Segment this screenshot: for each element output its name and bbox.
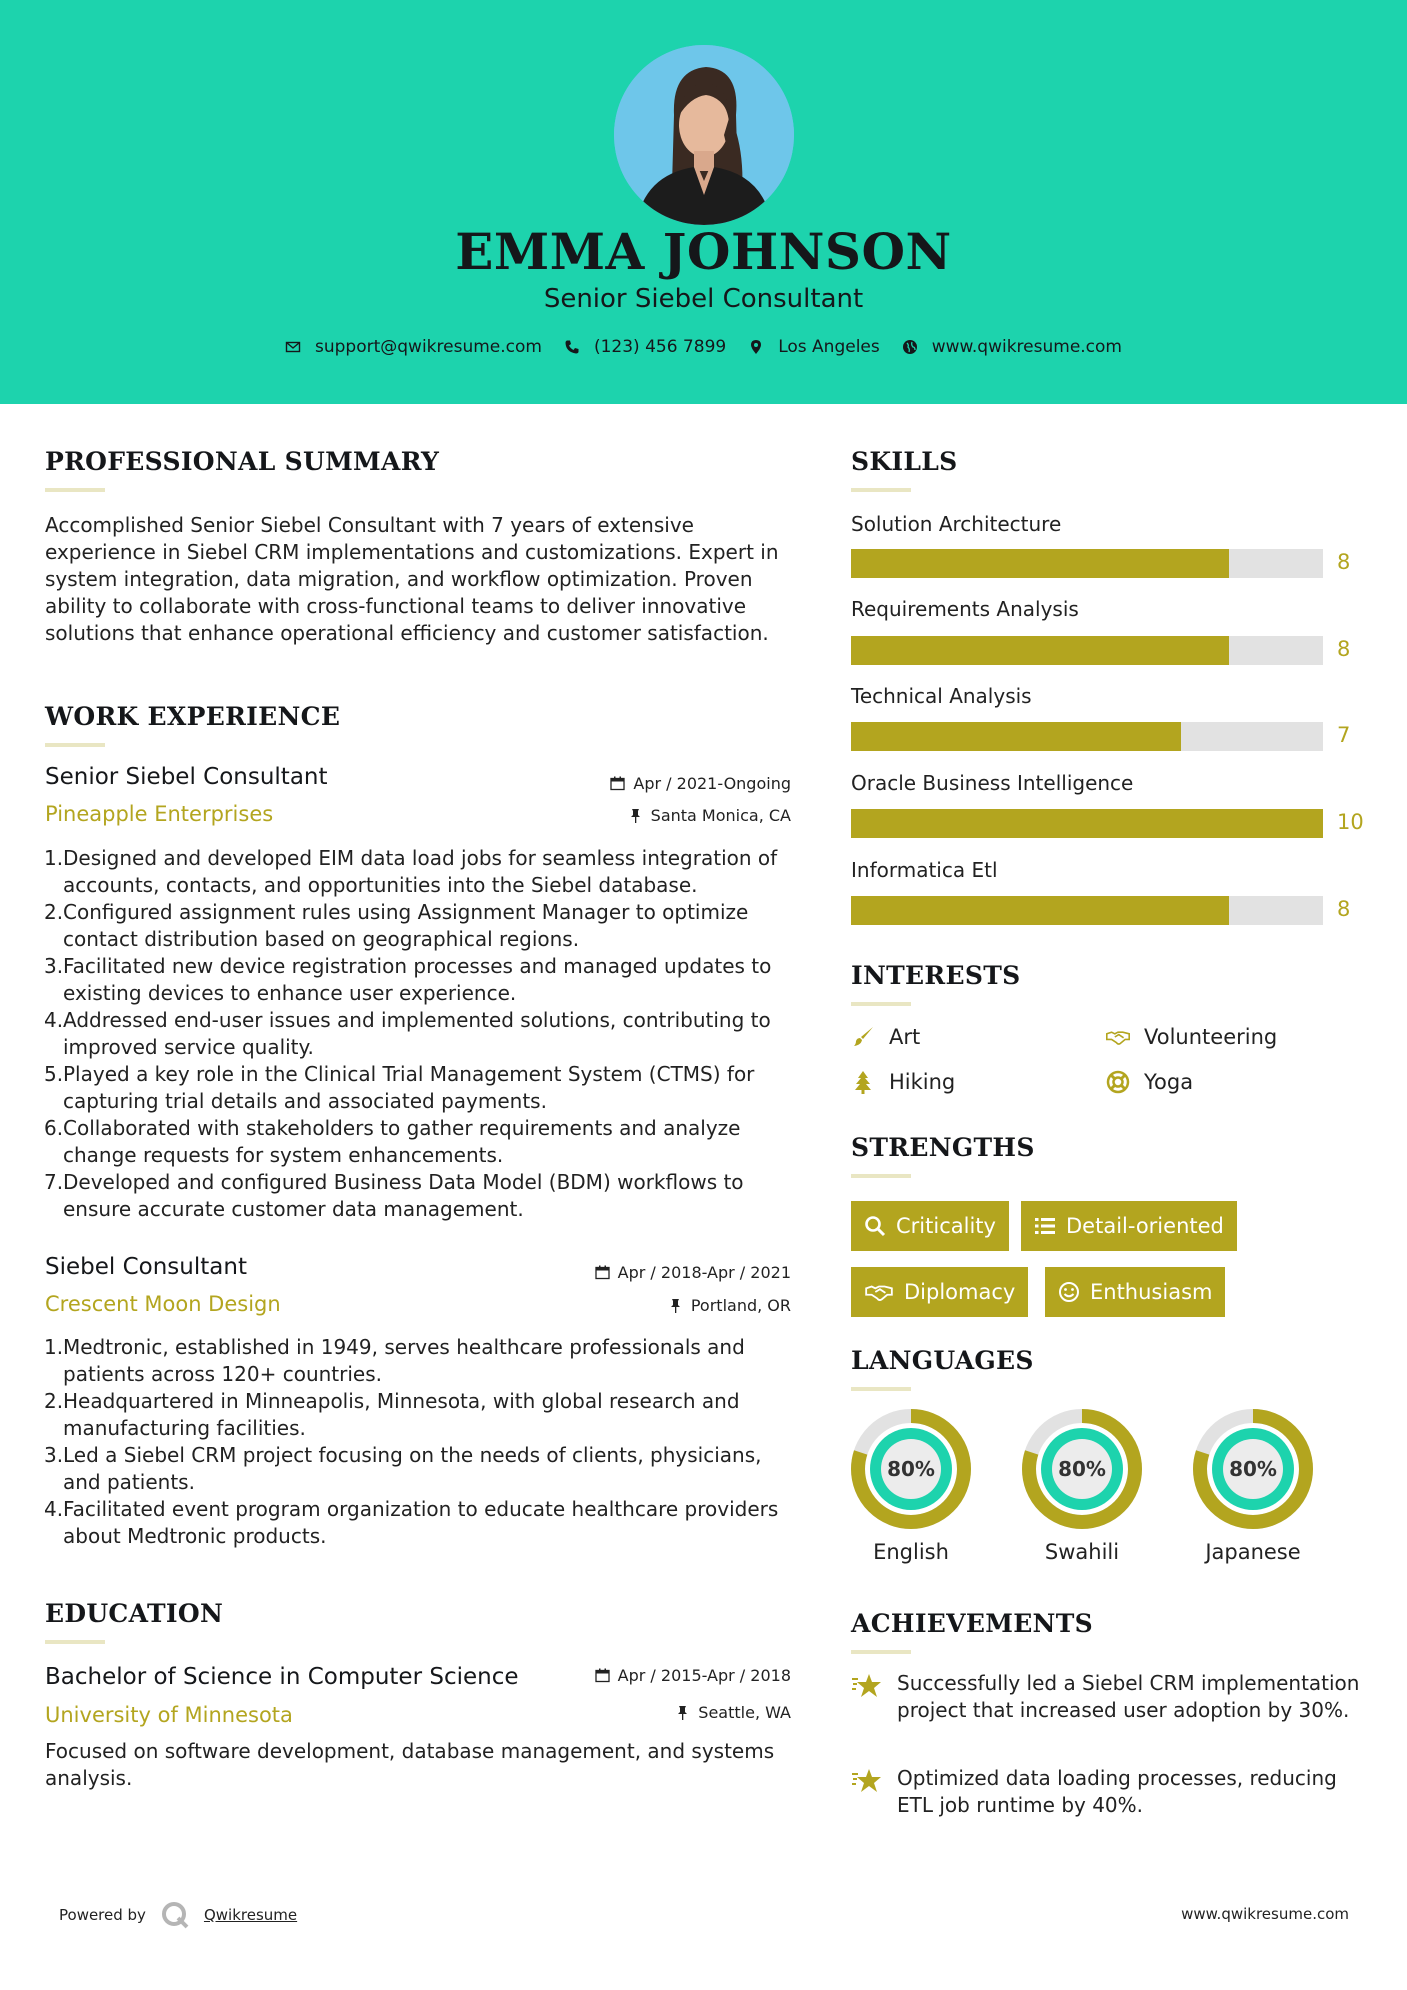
language-name: English	[873, 1540, 949, 1564]
header-banner	[0, 0, 1407, 404]
skill-bar	[851, 896, 1323, 925]
star-icon	[851, 1765, 883, 1797]
strength-tag-enthusiasm: Enthusiasm	[1045, 1267, 1225, 1317]
education-heading-rule	[45, 1640, 105, 1644]
candidate-name: EMMA JOHNSON	[455, 222, 952, 281]
skill-bar-fill	[851, 809, 1323, 838]
skills-heading: SKILLS	[851, 447, 958, 476]
achievement-item: Successfully led a Siebel CRM implementation project that increased user adoption by 30%.	[851, 1670, 1371, 1724]
calendar-icon	[610, 776, 625, 791]
skill-value: 10	[1337, 810, 1364, 834]
list-item: 3. Led a Siebel CRM project focusing on the needs of clients, physicians, and patients.	[44, 1443, 762, 1494]
language-gauge	[1192, 1408, 1314, 1564]
languages-heading-rule	[851, 1387, 911, 1391]
job-duties-list	[44, 845, 794, 1223]
list-item: 2. Headquartered in Minneapolis, Minnesota, with global research and manufacturing facilities.	[44, 1389, 740, 1440]
achievements-heading-rule	[851, 1650, 911, 1654]
list-item: 2. Configured assignment rules using Assignment Manager to optimize contact distribution based on geographical regions.	[44, 900, 749, 951]
language-ring	[1192, 1408, 1314, 1530]
experience-heading: WORK EXPERIENCE	[45, 702, 341, 731]
experience-heading-rule	[45, 743, 105, 747]
envelope-icon	[285, 339, 301, 355]
skill-bar-fill	[851, 636, 1229, 665]
list-item: 1. Medtronic, established in 1949, serves healthcare professionals and patients across 120+ countries.	[44, 1335, 745, 1386]
skill-name: Informatica Etl	[851, 858, 998, 882]
phone-icon	[564, 339, 580, 355]
profile-photo	[614, 45, 794, 225]
contact-email-text: support@qwikresume.com	[315, 337, 542, 357]
job-title: Senior Siebel Consultant	[45, 764, 328, 790]
job-title: Siebel Consultant	[45, 1254, 247, 1280]
language-percent: 80%	[1229, 1457, 1277, 1481]
qwikresume-logo-icon	[160, 1900, 190, 1930]
skill-bar	[851, 549, 1323, 578]
language-percent: 80%	[887, 1457, 935, 1481]
skill-bar-fill	[851, 549, 1229, 578]
footer-website[interactable]: www.qwikresume.com	[1181, 1905, 1349, 1923]
contact-bar	[0, 337, 1407, 357]
job-dates	[610, 774, 791, 793]
paintbrush-icon	[851, 1025, 875, 1049]
job-location-text: Portland, OR	[690, 1296, 791, 1315]
list-item: 4. Addressed end-user issues and implemented solutions, contributing to improved service quality.	[44, 1008, 771, 1059]
job-location	[628, 806, 791, 825]
education-dates-text: Apr / 2015-Apr / 2018	[617, 1666, 791, 1685]
tree-icon	[851, 1070, 875, 1094]
star-icon	[851, 1670, 883, 1702]
list-item: 5. Played a key role in the Clinical Trial Management System (CTMS) for capturing trial details and associated payments.	[44, 1062, 755, 1113]
skill-name: Solution Architecture	[851, 512, 1062, 536]
handshake-icon	[864, 1281, 894, 1303]
skill-value: 8	[1337, 550, 1351, 574]
interests-heading: INTERESTS	[851, 961, 1021, 990]
list-item: 4. Facilitated event program organization to educate healthcare providers about Medtronic products.	[44, 1497, 779, 1548]
language-ring	[1021, 1408, 1143, 1530]
strength-tag-criticality: Criticality	[851, 1201, 1009, 1251]
interest-hiking: Hiking	[851, 1070, 955, 1094]
job-dates-text: Apr / 2021-Ongoing	[633, 774, 791, 793]
skill-value: 8	[1337, 897, 1351, 921]
education-location-text: Seattle, WA	[698, 1703, 791, 1722]
list-icon	[1034, 1215, 1056, 1237]
contact-email[interactable]	[285, 337, 542, 357]
strength-tag-diplomacy: Diplomacy	[851, 1267, 1028, 1317]
summary-text: Accomplished Senior Siebel Consultant with 7 years of extensive experience in Siebel CRM implementations and customizations. Expert in system integration, data migration, and workflow optimization. Proven ability to collaborate with cross-functional teams to deliver innovative solutions that enhance operational efficiency and customer satisfaction.	[45, 513, 779, 645]
strengths-heading-rule	[851, 1174, 911, 1178]
location-pin-icon	[748, 339, 764, 355]
contact-phone[interactable]	[564, 337, 726, 357]
skill-name: Oracle Business Intelligence	[851, 771, 1134, 795]
search-icon	[864, 1215, 886, 1237]
pushpin-icon	[628, 808, 643, 823]
globe-icon	[902, 339, 918, 355]
summary-heading-rule	[45, 488, 105, 492]
summary-heading: PROFESSIONAL SUMMARY	[45, 447, 440, 476]
skill-name: Requirements Analysis	[851, 597, 1079, 621]
list-item: 7. Developed and configured Business Data Model (BDM) workflows to ensure accurate customer data management.	[44, 1170, 744, 1221]
strengths-heading: STRENGTHS	[851, 1133, 1035, 1162]
lifebuoy-icon	[1106, 1070, 1130, 1094]
language-gauge	[1021, 1408, 1143, 1564]
job-duties-list	[44, 1334, 794, 1550]
skill-value: 8	[1337, 637, 1351, 661]
powered-by-label: Powered by	[59, 1906, 146, 1924]
contact-website-text: www.qwikresume.com	[931, 337, 1122, 357]
achievements-heading: ACHIEVEMENTS	[851, 1609, 1093, 1638]
smile-icon	[1058, 1281, 1080, 1303]
job-company: Crescent Moon Design	[45, 1292, 281, 1316]
contact-website[interactable]	[902, 337, 1122, 357]
achievement-item: Optimized data loading processes, reducing ETL job runtime by 40%.	[851, 1765, 1371, 1819]
pushpin-icon	[675, 1705, 690, 1720]
job-dates	[595, 1263, 791, 1282]
language-name: Japanese	[1205, 1540, 1301, 1564]
education-dates	[595, 1666, 791, 1685]
education-heading: EDUCATION	[45, 1599, 224, 1628]
pushpin-icon	[668, 1298, 683, 1313]
language-percent: 80%	[1058, 1457, 1106, 1481]
interest-art: Art	[851, 1025, 920, 1049]
skill-bar	[851, 809, 1323, 838]
education-description: Focused on software development, database management, and systems analysis.	[45, 1739, 775, 1790]
calendar-icon	[595, 1668, 610, 1683]
skill-bar	[851, 636, 1323, 665]
calendar-icon	[595, 1265, 610, 1280]
list-item: 3. Facilitated new device registration processes and managed updates to existing devices to enhance user experience.	[44, 954, 772, 1005]
interest-volunteering: Volunteering	[1106, 1025, 1277, 1049]
qwikresume-link[interactable]: Qwikresume	[203, 1906, 298, 1924]
skill-bar-fill	[851, 722, 1181, 751]
skill-name: Technical Analysis	[851, 684, 1032, 708]
language-name: Swahili	[1044, 1540, 1120, 1564]
degree-title: Bachelor of Science in Computer Science	[45, 1664, 519, 1690]
language-ring	[850, 1408, 972, 1530]
education-location	[675, 1703, 791, 1722]
languages-heading: LANGUAGES	[851, 1346, 1034, 1375]
interests-heading-rule	[851, 1002, 911, 1006]
job-location	[668, 1296, 791, 1315]
job-dates-text: Apr / 2018-Apr / 2021	[617, 1263, 791, 1282]
skill-value: 7	[1337, 723, 1351, 747]
list-item: 6. Collaborated with stakeholders to gather requirements and analyze change requests for system enhancements.	[44, 1116, 741, 1167]
skill-bar-fill	[851, 896, 1229, 925]
school-name: University of Minnesota	[45, 1703, 293, 1727]
contact-phone-text: (123) 456 7899	[593, 337, 727, 357]
candidate-title: Senior Siebel Consultant	[543, 284, 864, 314]
contact-location	[748, 337, 880, 357]
handshake-icon	[1106, 1025, 1130, 1049]
job-location-text: Santa Monica, CA	[650, 806, 791, 825]
list-item: 1. Designed and developed EIM data load jobs for seamless integration of accounts, contacts, and opportunities into the Siebel database.	[44, 846, 778, 897]
contact-location-text: Los Angeles	[778, 337, 880, 357]
skills-heading-rule	[851, 488, 911, 492]
language-gauge	[850, 1408, 972, 1564]
footer-powered-by	[59, 1900, 297, 1930]
strength-tag-detail-oriented: Detail-oriented	[1021, 1201, 1237, 1251]
interest-yoga: Yoga	[1106, 1070, 1193, 1094]
job-company: Pineapple Enterprises	[45, 802, 274, 826]
skill-bar	[851, 722, 1323, 751]
